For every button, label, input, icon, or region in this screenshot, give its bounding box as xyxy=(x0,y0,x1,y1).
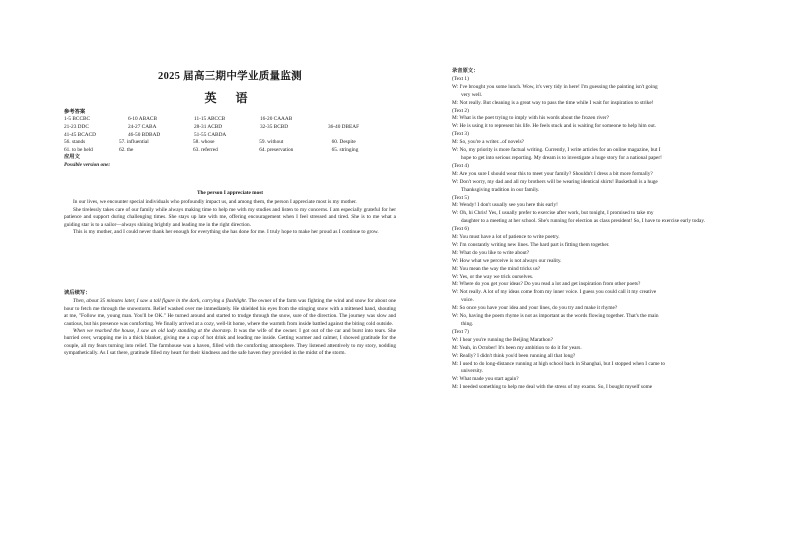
fill-answer-cell: 61. to be held xyxy=(64,146,93,153)
essay-section xyxy=(64,190,396,236)
fill-answer-cell: 59. without xyxy=(259,139,284,146)
transcript-line-continuation: daughter to a meeting at her school. She's running for election as class president! So, I have to exercise early today. xyxy=(461,218,706,225)
transcript-line: M: Not really. But cleaning is a great way to pass the time while I wait for inspiration to strike! xyxy=(452,99,654,106)
answer-key-cell xyxy=(328,132,394,140)
transcript-line-continuation: very well. xyxy=(461,91,483,98)
transcript-line: M: Wendy! I don't usually see you here this early! xyxy=(452,202,558,209)
fill-answer-cell: 64. preservation xyxy=(259,146,294,153)
transcript-line: M: So, you're a writer...of novels? xyxy=(452,139,525,146)
transcript-line: W: Don't worry, my dad and all my brothers will be wearing identical shirts! Basketball is a huge xyxy=(452,178,658,185)
transcript-line: (Text 2) xyxy=(452,107,469,114)
transcript-line: W: I hear you're running the Beijing Marathon? xyxy=(452,336,553,343)
transcript-line-continuation: voice. xyxy=(461,297,474,304)
answer-key-cell: 21-23 DDC xyxy=(64,124,89,130)
fill-answer-cell: 58. whose xyxy=(193,139,215,146)
transcript-label: 录音原文： xyxy=(452,68,479,74)
fill-answer-cell: 62. the xyxy=(118,146,134,153)
continuation-lead-1: Then, about 35 minutes later, I saw a tall figure in the dark, carrying a flashlight. xyxy=(73,298,248,305)
continuation-paragraph-2 xyxy=(64,328,396,358)
answer-key-row xyxy=(64,116,394,124)
transcript-line: M: I needed something to help me deal with the stress of my exams. So, I bought myself some xyxy=(452,384,653,391)
answer-key-cell: 51-55 CABDA xyxy=(194,131,227,138)
transcript-line: W: No, having the poem rhyme is not as important as the words flowing together. That's the main xyxy=(452,313,659,320)
transcript-line: W: He is using it to represent his life. He feels stuck and is waiting for someone to help him out. xyxy=(452,123,656,130)
transcript-line-continuation: university. xyxy=(461,368,484,375)
transcript-line: (Text 7) xyxy=(452,328,469,335)
transcript-line: (Text 5) xyxy=(452,194,469,201)
answer-key-cell: 36-40 DBEAF xyxy=(328,124,360,130)
answer-key-label: 参考答案 xyxy=(64,109,86,115)
continuation-lead-2: When we reached the house, I saw an old lady standing at the doorstep. xyxy=(73,328,232,335)
answer-key-row xyxy=(64,124,394,132)
essay-paragraph-1: In our lives, we encounter special individuals who profoundly impact us, and among them, the person I appreciate most is my mother. xyxy=(73,199,357,206)
transcript-line: W: How what we perceive is not always our reality. xyxy=(452,257,562,264)
transcript-line: (Text 4) xyxy=(452,162,469,169)
transcript-line: (Text 6) xyxy=(452,226,469,233)
exam-title: 2025 届高三期中学业质量监测 xyxy=(158,71,302,82)
transcript-line: W: Not really. A lot of my ideas come from my inner voice. I guess you could call it my creative xyxy=(452,289,657,296)
transcript-line: W: Really? I didn't think you'd been running all that long? xyxy=(452,352,576,359)
essay-paragraph-3: This is my mother, and I could never thank her enough for everything she has done for me. I truly hope to make her proud as I continue to grow. xyxy=(73,229,379,236)
transcript-line: M: You mean the way the mind tricks us? xyxy=(452,265,541,272)
continuation-paragraph-1 xyxy=(64,298,396,328)
fill-answer-cell: 57. influential xyxy=(118,139,149,146)
transcript-line: M: You must have a lot of patience to write poetry. xyxy=(452,234,560,241)
transcript-line: M: Where do you get your ideas? Do you read a lot and get inspiration from other poets? xyxy=(452,281,641,288)
answer-key-cell: 6-10 ABACB xyxy=(128,116,157,123)
transcript-line: W: I'm constantly writing new lines. The hard part is fitting them together. xyxy=(452,241,610,248)
transcript-line-continuation: hope to get into serious reporting. My dream is to investigate a huge story for a national paper! xyxy=(461,154,662,161)
continuation-body-1: The owner of the farm was fighting the wind and snow for about one hour to fetch me through the snowstorm. Relief washed over me immediately. He shielded his eyes from the stinging snow with a mittened hand, shouting at me, "Follow me, young man. You'll be OK." He turned around and started to trudge through the snow, sure of the direction. The journey was slow and cautious, but his presence was comforting. We finally arrived at a cozy, well-lit home, where the warmth from inside battled against the biting cold outside. xyxy=(64,298,397,327)
exam-subject: 英 语 xyxy=(204,91,256,105)
answer-key-cell: 28-31 ACBD xyxy=(194,124,223,130)
fill-answer-cell: 56. stands xyxy=(64,139,86,146)
transcript-line: W: I've brought you some lunch. Wow, it's very tidy in here! I'm guessing the painting isn't going xyxy=(452,83,658,90)
transcript-line: M: Yeah, in October! It's been my ambition to do it for years. xyxy=(452,344,582,351)
transcript-line: W: Oh, hi Chris! Yes, I usually prefer to exercise after work, but tonight, I promised to take my xyxy=(452,210,654,217)
fill-answers xyxy=(64,139,396,154)
transcript-line: M: What do you like to write about? xyxy=(452,249,530,256)
essay-paragraph-2: She tirelessly takes care of our family while always making time to help me with my studies and listen to my concerns. I am especially grateful for her patience and support during challenging times. She stays up late with me, offering encouragement when I feel stressed and tired. She is to me what a guiding star is to a sailor—always shining brightly and leading me in the right direction. xyxy=(64,206,396,228)
transcript-line: M: So once you have your idea and your lines, do you try and make it rhyme? xyxy=(452,305,618,312)
transcript-section xyxy=(452,68,774,392)
fill-answer-row xyxy=(64,147,396,155)
essay-title: The person I appreciate most xyxy=(196,190,264,196)
writing-version: Possible version one: xyxy=(64,161,111,168)
transcript-line: M: I used to do long-distance running at high school back in Shanghai, but I stopped when I came to xyxy=(452,360,666,367)
fill-answer-cell: 63. referred xyxy=(193,146,218,153)
continuation-section xyxy=(64,290,396,358)
answer-key-cell: 16-20 CAAAB xyxy=(260,116,293,123)
answer-key-cell xyxy=(328,116,394,124)
transcript-line: W: What made you start again? xyxy=(452,376,519,383)
answer-key-cell: 32-35 BCBD xyxy=(260,124,289,130)
answer-key-cell: 11-15 ABCCB xyxy=(194,116,226,123)
answer-key-section xyxy=(64,109,396,169)
fill-answer-cell: 65. stringing xyxy=(331,146,359,153)
transcript-line: (Text 3) xyxy=(452,131,469,138)
transcript-line-continuation: Thanksgiving tradition in our family. xyxy=(461,186,540,193)
writing-label: 应用文 xyxy=(64,154,80,161)
answer-key-cell: 1-5 BCCBC xyxy=(64,116,91,123)
answer-key-cell: 46-50 BDBAD xyxy=(128,131,161,138)
answer-key-cell: 24-27 CABA xyxy=(128,124,157,130)
continuation-label: 读后续写： xyxy=(64,290,91,296)
continuation-body-2: It was the wife of the owner. I got out of the car and burst into tears. She hurried over, wrapping me in a thick blanket, giving me a cup of hot drink and leading me inside. Getting warmer and calmer, I showed gratitude for the couple, all my fears turning into relief. The farmhouse was a haven, filled with the comforting atmosphere. They listened attentively to my story, nodding sympathetically. As I sat there, gratitude filled my heart for their kindness and the safe haven they provided in the midst of the storm. xyxy=(64,328,396,357)
transcript-line: M: What is the poet trying to imply with his words about the frozen river? xyxy=(452,115,610,122)
answer-key-cell xyxy=(260,132,328,140)
answer-key-table xyxy=(64,116,394,139)
answer-key-row xyxy=(64,132,394,140)
answer-key-cell: 41-45 BCACD xyxy=(64,131,96,138)
transcript-line: (Text 1) xyxy=(452,75,469,82)
fill-answer-cell: 60. Despite xyxy=(331,139,356,146)
transcript-line: W: No, my priority is more factual writing. Currently, I write articles for an online magazine, but I xyxy=(452,147,661,154)
fill-answer-row xyxy=(64,139,396,147)
transcript-line: W: Yes, or the way we trick ourselves. xyxy=(452,273,534,280)
transcript-line-continuation: thing. xyxy=(461,321,474,327)
transcript-line: M: Are you sure I should wear this to meet your family? Shouldn't I dress a bit more formally? xyxy=(452,170,653,177)
